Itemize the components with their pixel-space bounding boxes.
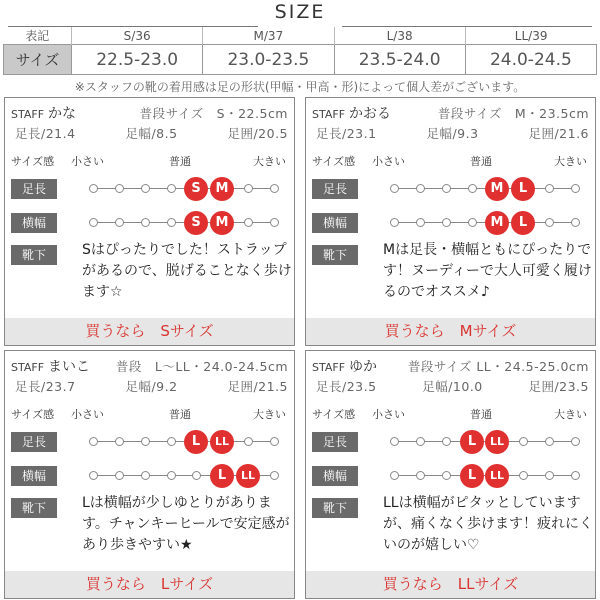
scale-dot <box>442 218 451 227</box>
size-mark: L <box>210 464 234 488</box>
size-mark: L <box>511 177 535 201</box>
width-scale <box>390 463 580 489</box>
foot-width: 足幅/9.3 <box>426 126 479 141</box>
scale-title: サイズ感 <box>312 408 356 421</box>
size-table-value-label: サイズ <box>4 45 72 75</box>
scale-dot <box>416 471 425 480</box>
scale-small-label: 小さい <box>71 408 104 421</box>
scale-dot <box>390 471 399 480</box>
size-col-range: 23.5-24.0 <box>334 45 465 75</box>
staff-card <box>305 97 596 346</box>
size-col-label: LL/39 <box>465 27 596 45</box>
width-row-label: 横幅 <box>312 213 358 233</box>
size-mark: M <box>485 177 509 201</box>
scale-header <box>306 406 595 420</box>
width-row-label: 横幅 <box>11 213 57 233</box>
scale-dot <box>141 218 150 227</box>
scale-dot <box>519 471 528 480</box>
length-row-label: 足長 <box>312 432 358 452</box>
scale-dot <box>545 218 554 227</box>
card-body <box>306 98 595 320</box>
scale-dot <box>545 471 554 480</box>
scale-title: サイズ感 <box>312 155 356 168</box>
foot-width: 足幅/10.0 <box>422 379 483 394</box>
size-mark: M <box>210 177 234 201</box>
length-row-label: 足長 <box>312 179 358 199</box>
staff-card <box>4 97 295 346</box>
staff-card <box>4 350 295 599</box>
scale-dot <box>192 471 201 480</box>
foot-measurements <box>316 124 589 140</box>
scale-dot <box>89 218 98 227</box>
size-table-header-row <box>4 27 597 45</box>
recommend-size: 買うなら Mサイズ <box>306 318 595 345</box>
foot-measurements <box>316 377 589 393</box>
scale-dot <box>571 437 580 446</box>
foot-length: 足長/23.7 <box>15 379 76 394</box>
usual-size: 普段 L〜LL・24.0-24.5cm <box>115 359 288 374</box>
scale-dot <box>167 218 176 227</box>
scale-header <box>5 406 294 420</box>
width-scale <box>390 210 580 236</box>
scale-dot <box>468 184 477 193</box>
scale-big-label: 大きい <box>554 408 587 421</box>
scale-dot <box>571 471 580 480</box>
width-row-label: 横幅 <box>312 466 358 486</box>
recommend-size: 買うなら Lサイズ <box>5 571 294 598</box>
scale-dot <box>519 437 528 446</box>
scale-header <box>306 153 595 167</box>
scale-dot <box>167 437 176 446</box>
scale-small-label: 小さい <box>71 155 104 168</box>
scale-dot <box>416 437 425 446</box>
card-body <box>306 351 595 573</box>
size-col-range: 24.0-24.5 <box>465 45 596 75</box>
card-body <box>5 351 294 573</box>
staff-name: かおる <box>349 106 392 122</box>
scale-big-label: 大きい <box>554 155 587 168</box>
scale-mid-label: 普通 <box>169 408 191 421</box>
scale-big-label: 大きい <box>253 155 286 168</box>
foot-width: 足幅/8.5 <box>125 126 178 141</box>
size-mark: L <box>511 211 535 235</box>
card-body <box>5 98 294 320</box>
staff-name: ゆか <box>349 359 378 375</box>
scale-dot <box>270 184 279 193</box>
scale-dot <box>545 437 554 446</box>
scale-header <box>5 153 294 167</box>
foot-length: 足長/23.1 <box>316 126 377 141</box>
foot-girth: 足囲/21.6 <box>528 126 589 141</box>
size-mark: LL <box>485 464 509 488</box>
staff-comment: Mは足長・横幅ともにぴったりです！ヌーディーで大人可愛く履けるのでオススメ♪ <box>383 242 592 300</box>
size-table <box>3 27 597 75</box>
size-col-label: S/36 <box>72 27 203 45</box>
length-scale <box>89 176 279 202</box>
scale-dot <box>390 218 399 227</box>
scale-mid-label: 普通 <box>470 408 492 421</box>
staff-tag: STAFF <box>11 361 45 374</box>
width-row-label: 横幅 <box>11 466 57 486</box>
scale-dot <box>141 471 150 480</box>
staff-name: まいこ <box>48 359 91 375</box>
scale-dot <box>141 437 150 446</box>
foot-length: 足長/21.4 <box>15 126 76 141</box>
length-scale <box>390 429 580 455</box>
scale-dot <box>167 471 176 480</box>
scale-mid-label: 普通 <box>470 155 492 168</box>
size-mark: LL <box>485 430 509 454</box>
size-mark: M <box>485 211 509 235</box>
scale-dot <box>571 184 580 193</box>
staff-card <box>305 350 596 599</box>
scale-dot <box>571 218 580 227</box>
size-mark: S <box>184 211 208 235</box>
size-title: SIZE <box>274 1 326 23</box>
staff-comment: LLは横幅がピタッとしていますが、痛くなく歩けます！疲れにくいのが嬉しい♡ <box>383 495 593 553</box>
shoe-row-label: 靴下 <box>312 498 358 518</box>
foot-length: 足長/23.5 <box>316 379 377 394</box>
size-mark: M <box>210 211 234 235</box>
size-col-range: 23.0-23.5 <box>203 45 334 75</box>
size-mark: L <box>460 430 484 454</box>
shoe-row-label: 靴下 <box>11 498 57 518</box>
scale-dot <box>442 471 451 480</box>
staff-comment: Lは横幅が少しゆとりがあります。チャンキーヒールで安定感があり歩きやすい★ <box>82 495 290 553</box>
foot-measurements <box>15 377 288 393</box>
size-mark: L <box>460 464 484 488</box>
width-scale <box>89 463 279 489</box>
length-scale <box>390 176 580 202</box>
fit-note: ※スタッフの靴の着用感は足の形状(甲幅・甲高・形)によって個人差がございます。 <box>74 80 526 94</box>
size-mark: LL <box>210 430 234 454</box>
size-mark: LL <box>236 464 260 488</box>
scale-dot <box>89 437 98 446</box>
scale-dot <box>244 437 253 446</box>
size-col-range: 22.5-23.0 <box>72 45 203 75</box>
foot-girth: 足囲/23.5 <box>528 379 589 394</box>
scale-dot <box>390 437 399 446</box>
size-mark: L <box>184 430 208 454</box>
scale-dot <box>416 184 425 193</box>
length-row-label: 足長 <box>11 179 57 199</box>
scale-dot <box>89 471 98 480</box>
recommend-size: 買うなら Sサイズ <box>5 318 294 345</box>
scale-dot <box>141 184 150 193</box>
scale-dot <box>545 184 554 193</box>
staff-comment: Sはぴったりでした！ストラップがあるので、脱げることなく歩けます☆ <box>82 242 292 300</box>
scale-dot <box>244 218 253 227</box>
scale-dot <box>89 184 98 193</box>
scale-dot <box>270 471 279 480</box>
scale-dot <box>115 218 124 227</box>
usual-size: 普段サイズ M・23.5cm <box>437 106 589 121</box>
scale-mid-label: 普通 <box>169 155 191 168</box>
shoe-row-label: 靴下 <box>312 245 358 265</box>
staff-header <box>11 103 288 121</box>
staff-name: かな <box>48 106 77 122</box>
usual-size: 普段サイズ S・22.5cm <box>139 106 288 121</box>
scale-big-label: 大きい <box>253 408 286 421</box>
scale-small-label: 小さい <box>372 155 405 168</box>
size-table-value-row <box>4 45 597 75</box>
size-col-label: M/37 <box>203 27 334 45</box>
foot-girth: 足囲/21.5 <box>227 379 288 394</box>
staff-tag: STAFF <box>312 108 346 121</box>
scale-title: サイズ感 <box>11 408 55 421</box>
scale-dot <box>390 184 399 193</box>
foot-girth: 足囲/20.5 <box>227 126 288 141</box>
staff-header <box>11 356 288 374</box>
foot-width: 足幅/9.2 <box>125 379 178 394</box>
size-col-label: L/38 <box>334 27 465 45</box>
staff-tag: STAFF <box>312 361 346 374</box>
shoe-row-label: 靴下 <box>11 245 57 265</box>
usual-size: 普段サイズ LL・24.5-25.0cm <box>407 359 589 374</box>
scale-dot <box>115 437 124 446</box>
staff-header <box>312 356 589 374</box>
length-row-label: 足長 <box>11 432 57 452</box>
foot-measurements <box>15 124 288 140</box>
length-scale <box>89 429 279 455</box>
size-mark: S <box>184 177 208 201</box>
scale-dot <box>442 184 451 193</box>
scale-dot <box>167 184 176 193</box>
width-scale <box>89 210 279 236</box>
scale-title: サイズ感 <box>11 155 55 168</box>
staff-tag: STAFF <box>11 108 45 121</box>
scale-dot <box>442 437 451 446</box>
scale-dot <box>270 437 279 446</box>
scale-dot <box>244 184 253 193</box>
scale-dot <box>416 218 425 227</box>
recommend-size: 買うなら LLサイズ <box>306 571 595 598</box>
scale-dot <box>468 218 477 227</box>
scale-small-label: 小さい <box>372 408 405 421</box>
scale-dot <box>115 471 124 480</box>
size-table-header-label: 表記 <box>25 29 50 43</box>
staff-header <box>312 103 589 121</box>
scale-dot <box>270 218 279 227</box>
scale-dot <box>115 184 124 193</box>
